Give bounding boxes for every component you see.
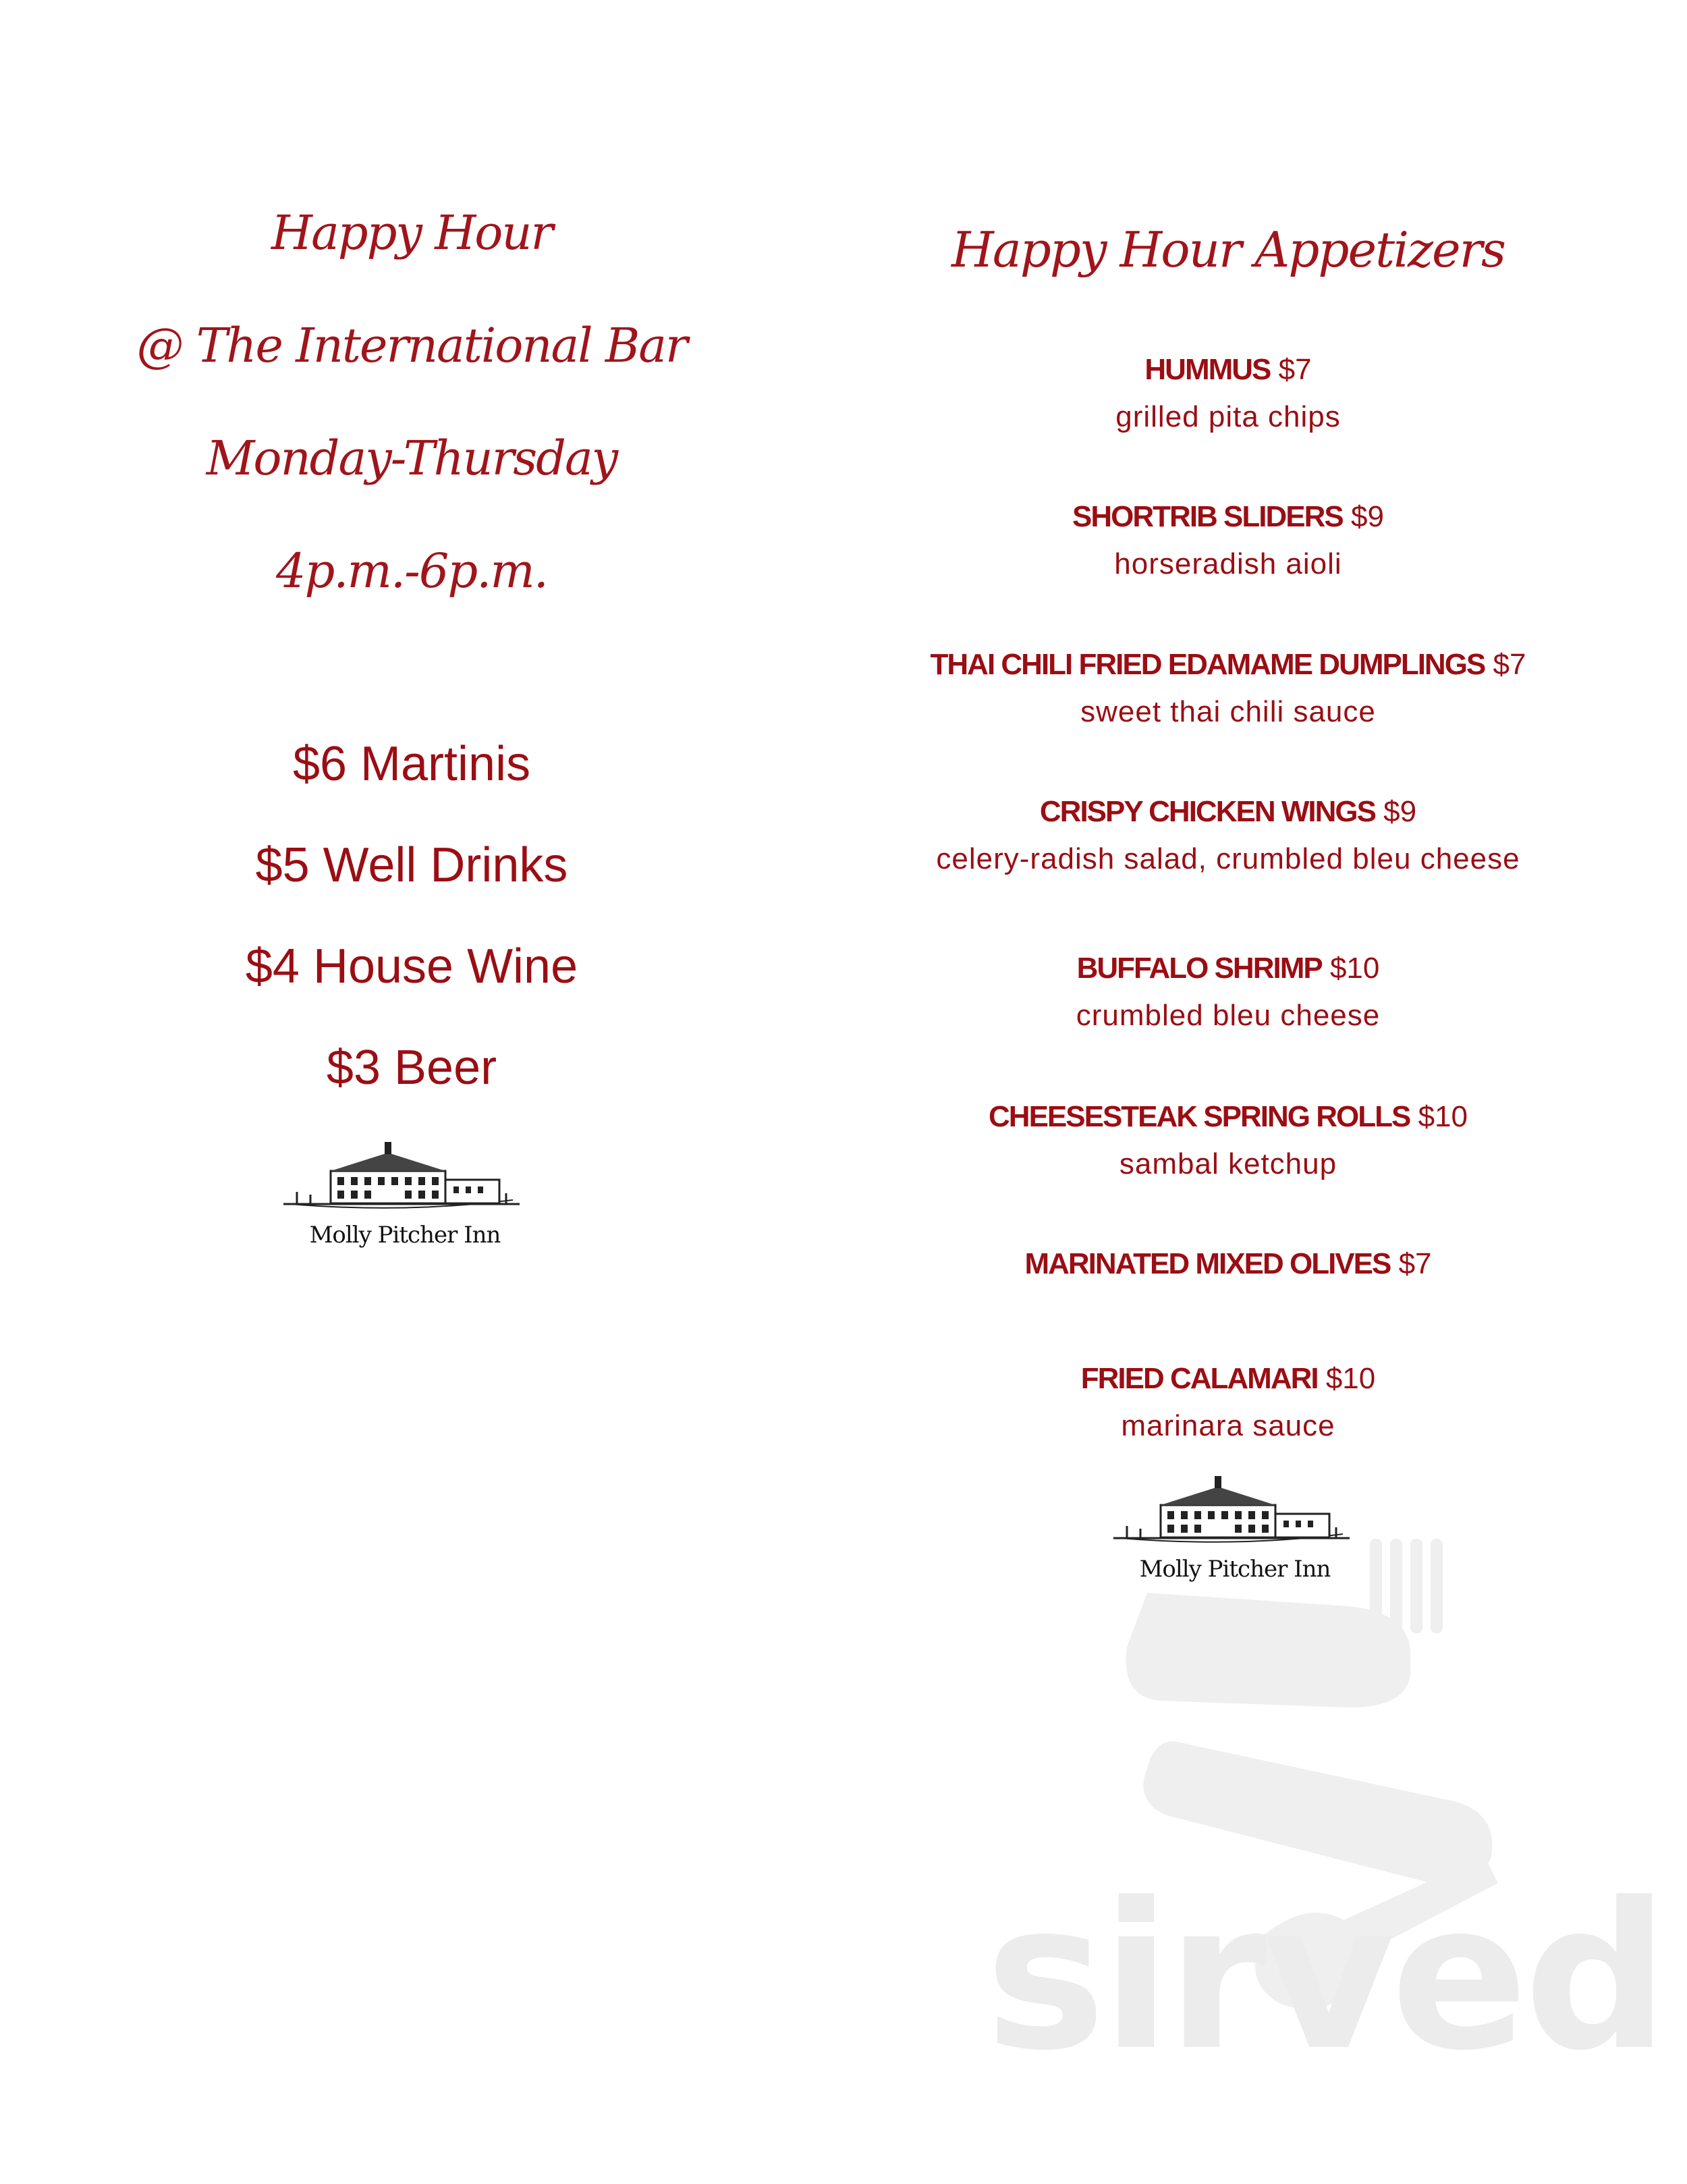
special-martinis: $6 Martinis [292, 737, 531, 791]
item-name: FRIED CALAMARI [1080, 1362, 1318, 1395]
inn-building-icon [283, 1134, 526, 1222]
watermark-text: sirved [985, 1859, 1665, 2095]
inn-logo [1113, 1468, 1356, 1596]
special-well-drinks: $5 Well Drinks [255, 838, 568, 892]
item-description: sweet thai chili sauce [1080, 695, 1376, 728]
menu-item [877, 351, 1579, 436]
menu-item [877, 1098, 1579, 1183]
inn-logo-text: Molly Pitcher Inn [309, 1222, 501, 1249]
drink-specials [61, 737, 763, 1142]
inn-building-icon [1113, 1468, 1356, 1556]
item-name: CHEESESTEAK SPRING ROLLS [989, 1100, 1410, 1133]
item-price: $9 [1383, 795, 1417, 828]
item-description: crumbled bleu cheese [1076, 999, 1381, 1032]
item-name: BUFFALO SHRIMP [1076, 952, 1322, 985]
item-price: $9 [1350, 500, 1384, 533]
menu-item [877, 950, 1579, 1035]
item-price: $10 [1329, 952, 1380, 985]
item-description: sambal ketchup [1119, 1147, 1337, 1180]
item-price: $10 [1418, 1100, 1468, 1133]
inn-logo-text: Molly Pitcher Inn [1139, 1556, 1331, 1583]
hours: 4p.m.-6p.m. [275, 543, 548, 599]
menu-item [877, 646, 1579, 731]
menu-item [877, 498, 1579, 583]
item-description: horseradish aioli [1114, 547, 1342, 580]
item-price: $10 [1325, 1362, 1376, 1395]
menu-item [877, 793, 1579, 878]
item-name: THAI CHILI FRIED EDAMAME DUMPLINGS [930, 648, 1485, 681]
menu-item [877, 1360, 1579, 1445]
item-description: grilled pita chips [1115, 400, 1341, 433]
days: Monday-Thursday [206, 431, 617, 486]
item-name: HUMMUS [1144, 353, 1271, 386]
special-beer: $3 Beer [326, 1041, 497, 1095]
happy-hour-heading: Happy Hour [271, 205, 552, 261]
item-name: SHORTRIB SLIDERS [1072, 500, 1343, 533]
item-description: marinara sauce [1121, 1409, 1335, 1442]
appetizers-title: Happy Hour Appetizers [951, 221, 1505, 278]
menu-item [877, 1245, 1579, 1283]
item-description: celery-radish salad, crumbled bleu cheese [936, 842, 1520, 875]
inn-logo [283, 1134, 526, 1262]
item-price: $7 [1493, 648, 1526, 681]
bar-name: @ The International Bar [136, 318, 687, 373]
item-name: MARINATED MIXED OLIVES [1024, 1247, 1391, 1280]
happy-hour-info [61, 205, 763, 660]
special-house-wine: $4 House Wine [245, 939, 578, 993]
item-price: $7 [1278, 353, 1312, 386]
item-name: CRISPY CHICKEN WINGS [1039, 795, 1375, 828]
item-price: $7 [1398, 1247, 1432, 1280]
